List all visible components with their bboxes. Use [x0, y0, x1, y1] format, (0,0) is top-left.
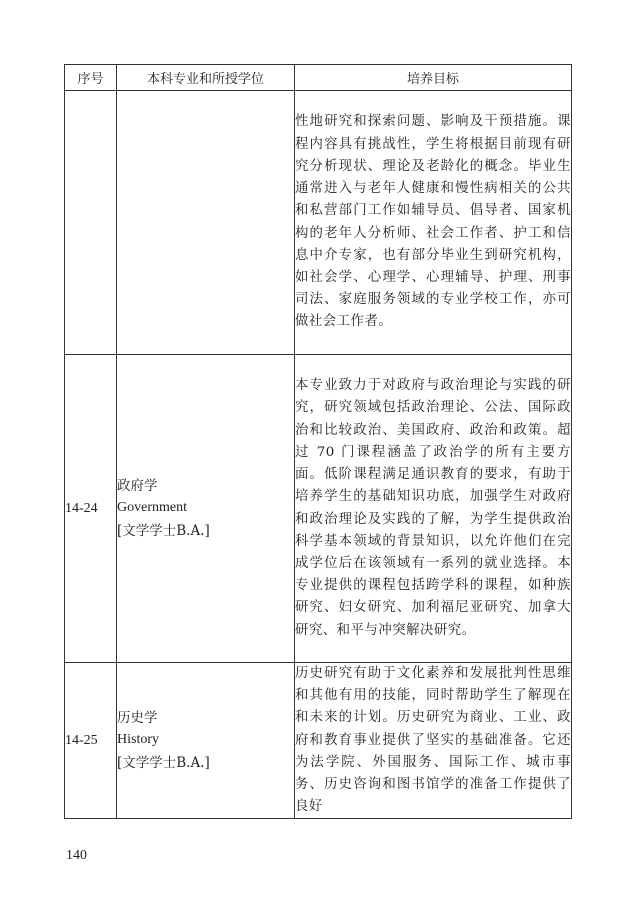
- table-header-row: [65, 65, 572, 91]
- major-chinese-name: 历史学: [117, 709, 158, 726]
- page-number: 140: [66, 848, 87, 863]
- major-degree: [文学学士B.A.]: [117, 522, 210, 539]
- table-row: [65, 663, 572, 819]
- row-serial-number: 14-24: [65, 355, 117, 663]
- major-degree: [文学学士B.A.]: [117, 754, 210, 771]
- row-training-goal: 本专业致力于对政府与政治理论与实践的研究，研究领域包括政治理论、公法、国际政治和比较政治、美国政府、政治和政策。超过 70 门课程涵盖了政治学的所有主要方面。低阶课程满足通识教育的要求，有助于培养学生的基础知识功底，加强学生对政府和政治理论及实践的了解，为学生提供政治科学基本领域的背景知识，以允许他们在完成学位后在该领域有一系列的就业选择。本专业提供的课程包括跨学科的课程，如种族研究、妇女研究、加利福尼亚研究、加拿大研究、和平与冲突解决研究。: [295, 355, 572, 663]
- row-training-goal: 性地研究和探索问题、影响及干预措施。课程内容具有挑战性，学生将根据目前现有研究分析现状、理论及老龄化的概念。毕业生通常进入与老年人健康和慢性病相关的公共和私营部门工作如辅导员、倡导者、国家机构的老年人分析师、社会工作者、护工和信息中介专家，也有部分毕业生到研究机构，如社会学、心理学、心理辅导、护理、刑事司法、家庭服务领域的专业学校工作，亦可做社会工作者。: [295, 91, 572, 355]
- major-english-name: Government: [117, 500, 187, 516]
- table-row: [65, 355, 572, 663]
- row-training-goal: 历史研究有助于文化素养和发展批判性思维和其他有用的技能，同时帮助学生了解现在和未来的计划。历史研究为商业、工业、政府和教育事业提供了坚实的基础准备。它还为法学院、外国服务、国际工作、城市事务、历史咨询和图书馆学的准备工作提供了良好: [295, 663, 572, 819]
- table-row: [65, 91, 572, 355]
- row-major: [117, 91, 295, 355]
- row-major: [117, 355, 295, 663]
- major-english-name: History: [117, 732, 159, 748]
- header-training-goal: 培养目标: [295, 65, 572, 91]
- row-serial-number: [65, 91, 117, 355]
- majors-table: [64, 64, 572, 819]
- row-serial-number: 14-25: [65, 663, 117, 819]
- header-major-degree: 本科专业和所授学位: [117, 65, 295, 91]
- major-chinese-name: 政府学: [117, 477, 158, 494]
- row-major: [117, 663, 295, 819]
- header-serial-number: 序号: [65, 65, 117, 91]
